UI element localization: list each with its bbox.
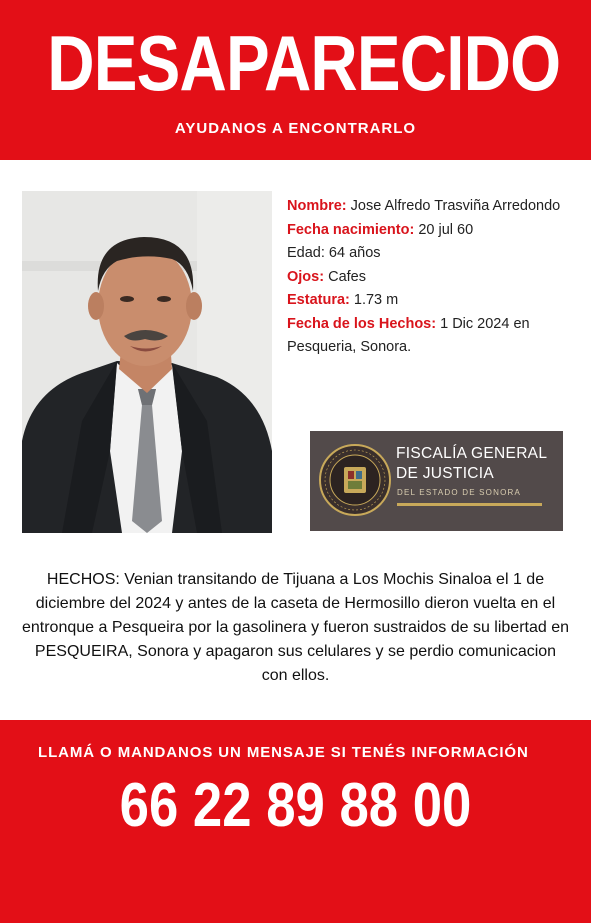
fiscalia-logo <box>310 431 563 531</box>
contact-banner <box>0 720 591 923</box>
content-panel <box>0 160 591 720</box>
fiscalia-line3: DEL ESTADO DE SONORA <box>397 488 522 497</box>
detail-fecha-nacimiento <box>287 219 577 243</box>
estatura-label: Estatura: <box>287 292 350 308</box>
fiscalia-line1: FISCALÍA GENERAL <box>396 445 548 462</box>
fecha-hechos-value: 1 Dic 2024 en Pesqueria, Sonora. <box>287 315 530 355</box>
phone-number[interactable]: 66 22 89 88 00 <box>119 771 472 840</box>
hechos-text: HECHOS: Venian transitando de Tijuana a Los Mochis Sinaloa el 1 de diciembre del 2024 y antes de la caseta de Hermosillo dieron vuelta en el entronque a Pesqueira por la gasolinera y fueron sustraidos de su libertad en PESQUEIRA, Sonora y apagaron sus celulares y se perdio comunicacion con ellos. <box>21 571 569 684</box>
fiscalia-gold-rule <box>397 503 542 506</box>
detail-nombre <box>287 195 577 219</box>
fecha-nacimiento-label: Fecha nacimiento: <box>287 221 415 238</box>
fecha-nacimiento-value: 20 jul 60 <box>414 221 474 238</box>
fecha-hechos-label: Fecha de los Hechos: <box>287 315 437 332</box>
page-title: DESAPARECIDO <box>47 19 561 107</box>
fiscalia-line2: DE JUSTICIA <box>396 465 495 482</box>
ojos-label: Ojos: <box>287 268 325 285</box>
person-photo <box>22 191 272 533</box>
estatura-value: 1.73 m <box>349 292 399 308</box>
nombre-label: Nombre: <box>287 198 347 214</box>
fiscalia-seal-icon <box>318 443 392 517</box>
ojos-value: Cafes <box>324 268 366 285</box>
detail-fecha-hechos <box>287 313 577 360</box>
page-subtitle: AYUDANOS A ENCONTRARLO <box>174 120 417 137</box>
call-to-action: LLAMÁ O MANDANOS UN MENSAJE SI TENÉS INFORMACIÓN <box>38 744 529 761</box>
detail-ojos <box>287 266 577 290</box>
nombre-value: Jose Alfredo Trasviña Arredondo <box>346 198 561 214</box>
person-portrait-illustration <box>22 191 272 533</box>
detail-edad: Edad: 64 años <box>287 245 381 261</box>
detail-estatura <box>287 289 577 313</box>
header-banner <box>0 0 591 160</box>
person-details <box>287 195 577 360</box>
